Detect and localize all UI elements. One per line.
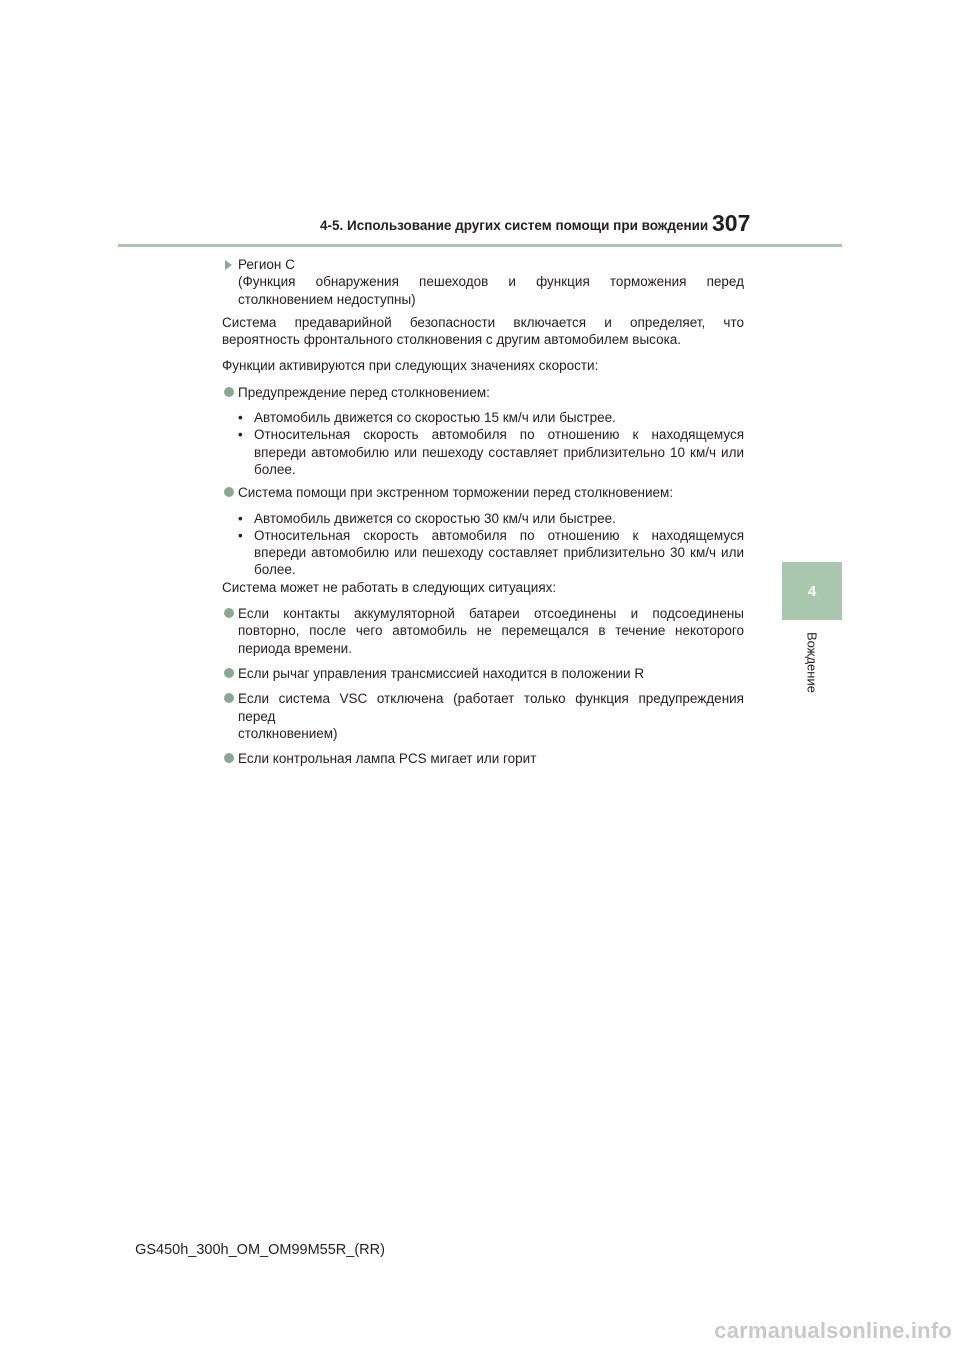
paragraph: Система может не работать в следующих ситуациях:: [222, 579, 557, 595]
circle-bullet-icon: [224, 487, 234, 497]
header-divider: [118, 244, 842, 247]
bullet-icon: •: [238, 510, 243, 526]
circle-bullet-icon: [224, 693, 234, 703]
list-item-line: периода времени.: [238, 640, 352, 656]
list-item: [222, 484, 744, 501]
list-item: [222, 750, 744, 767]
site-watermark[interactable]: carmanualsonline.info: [714, 1318, 952, 1343]
sub-item-text: Автомобиль движется со скоростью 15 км/ч или быстрее.: [254, 410, 616, 426]
sub-item-text-line: Относительная скорость автомобиля по отношению к находящемуся: [254, 527, 744, 543]
circle-bullet-icon: [224, 753, 234, 763]
list-item-text: Если контрольная лампа PCS мигает или горит: [238, 751, 537, 767]
list-item: [222, 690, 744, 742]
document-code: GS450h_300h_OM_OM99M55R_(RR): [135, 1242, 385, 1258]
list-item: [222, 665, 744, 682]
list-item: [222, 384, 744, 401]
sub-item-text: Автомобиль движется со скоростью 30 км/ч или быстрее.: [254, 510, 616, 526]
circle-bullet-icon: [224, 608, 234, 618]
region-note: [222, 256, 744, 308]
sub-list-item: [238, 510, 744, 527]
sub-list: [222, 409, 744, 478]
bullet-icon: •: [238, 427, 243, 443]
list-item-title: Предупреждение перед столкновением:: [238, 384, 490, 400]
bullet-icon: •: [238, 410, 243, 426]
sub-item-text-line: Относительная скорость автомобиля по отношению к находящемуся: [254, 427, 744, 443]
sub-list: [222, 510, 744, 579]
sub-item-text-line: впереди автомобилю или пешеходу составляет приблизительно 30 км/ч или: [254, 545, 744, 561]
triangle-bullet-icon: [225, 260, 232, 270]
region-text-line: (Функция обнаружения пешеходов и функция торможения перед: [238, 274, 744, 290]
list-item: [222, 605, 744, 657]
circle-bullet-icon: [224, 387, 234, 397]
chapter-number: 4: [807, 582, 817, 600]
page-number: 307: [712, 210, 751, 236]
list-item-title: Система помощи при экстренном торможении перед столкновением:: [238, 485, 674, 501]
paragraph: [222, 314, 744, 349]
page-content: [222, 256, 744, 775]
section-title: 4-5. Использование других систем помощи при вождении: [320, 218, 709, 233]
sub-list-item: [238, 527, 744, 579]
sub-list-item: [238, 409, 744, 426]
list-item-line: повторно, после чего автомобиль не перемещался в течение некоторого: [238, 623, 744, 639]
circle-bullet-icon: [224, 668, 234, 678]
chapter-label: Вождение: [804, 632, 820, 693]
sub-list-item: [238, 426, 744, 478]
paragraph-line: Система предаварийной безопасности включается и определяет, что: [222, 314, 744, 330]
region-title: Регион C: [238, 257, 295, 272]
sub-item-text-line: более.: [254, 461, 296, 477]
list-item-line: Если система VSC отключена (работает только функция предупреждения перед: [238, 691, 744, 724]
paragraph: Функции активируются при следующих значениях скорости:: [222, 358, 599, 374]
list-item-line: Если контакты аккумуляторной батареи отсоединены и подсоединены: [238, 606, 744, 622]
list-item-text: Если рычаг управления трансмиссией находится в положении R: [238, 665, 645, 681]
paragraph-line: вероятность фронтального столкновения с другим автомобилем высока.: [222, 332, 682, 348]
bullet-icon: •: [238, 527, 243, 543]
region-text-line: столкновением недоступны): [238, 291, 416, 307]
sub-item-text-line: впереди автомобилю или пешеходу составляет приблизительно 10 км/ч или: [254, 444, 744, 460]
list-item-line: столкновением): [238, 725, 338, 741]
sub-item-text-line: более.: [254, 562, 296, 578]
chapter-tab[interactable]: [782, 562, 842, 620]
